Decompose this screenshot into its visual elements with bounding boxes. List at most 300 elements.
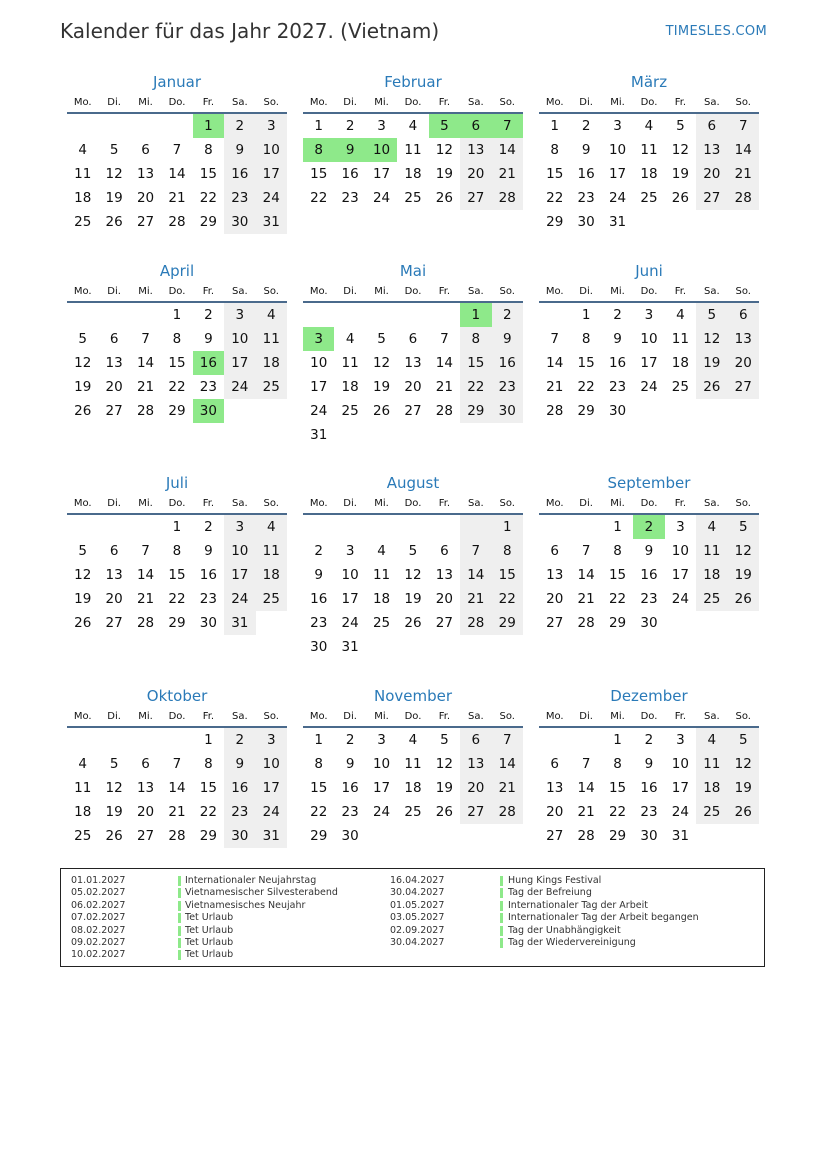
page-title: Kalender für das Jahr 2027. (Vietnam) bbox=[60, 19, 440, 43]
day-cell: 24 bbox=[372, 804, 391, 820]
day-cell: 6 bbox=[440, 543, 449, 559]
weekday-label: Sa. bbox=[703, 498, 720, 509]
legend-name: Tet Urlaub bbox=[185, 949, 234, 961]
legend-date: 02.09.2027 bbox=[390, 924, 445, 936]
brand-link[interactable]: TIMESLES.COM bbox=[665, 24, 767, 39]
day-grid bbox=[67, 303, 287, 423]
day-cell: 11 bbox=[372, 567, 391, 583]
empty-cell bbox=[334, 303, 365, 327]
day-cell: 16 bbox=[199, 567, 217, 583]
day-cell: 18 bbox=[404, 166, 422, 182]
day-cell: 9 bbox=[224, 752, 255, 776]
day-cell: 23 bbox=[640, 591, 658, 607]
day-cell: 7 bbox=[172, 142, 182, 158]
day-cell: 30 bbox=[224, 824, 255, 848]
day-cell: 1 bbox=[172, 307, 182, 323]
day-cell: 16 bbox=[608, 355, 627, 371]
empty-cell bbox=[539, 303, 570, 327]
day-cell: 9 bbox=[492, 327, 523, 351]
weekday-label: Do. bbox=[640, 286, 658, 297]
day-cell: 8 bbox=[613, 543, 622, 559]
day-cell: 31 bbox=[224, 611, 255, 635]
day-cell: 1 bbox=[204, 732, 213, 748]
day-cell: 13 bbox=[435, 567, 453, 583]
month-1 bbox=[67, 73, 287, 234]
day-cell: 10 bbox=[671, 756, 689, 772]
legend-name: Tag der Befreiung bbox=[508, 887, 592, 899]
day-cell: 27 bbox=[404, 403, 422, 419]
empty-cell bbox=[397, 515, 428, 539]
empty-cell bbox=[130, 114, 161, 138]
day-cell: 3 bbox=[613, 118, 622, 134]
weekday-header bbox=[303, 96, 523, 114]
empty-cell bbox=[67, 728, 98, 752]
weekday-label: Di. bbox=[579, 498, 593, 509]
day-cell: 14 bbox=[577, 780, 595, 796]
day-cell: 12 bbox=[671, 142, 689, 158]
day-cell: 18 bbox=[341, 379, 359, 395]
day-cell: 11 bbox=[404, 756, 422, 772]
empty-cell bbox=[98, 303, 129, 327]
day-cell: 16 bbox=[224, 162, 255, 186]
legend-date: 30.04.2027 bbox=[390, 887, 445, 899]
weekday-label: Fr. bbox=[674, 711, 687, 722]
holiday-day: 16 bbox=[193, 351, 224, 375]
weekday-label: Sa. bbox=[703, 711, 720, 722]
day-cell: 27 bbox=[435, 615, 453, 631]
day-cell: 1 bbox=[613, 732, 622, 748]
day-cell: 11 bbox=[256, 327, 287, 351]
weekday-label: Mi. bbox=[610, 711, 625, 722]
weekday-header bbox=[67, 96, 287, 114]
empty-cell bbox=[303, 515, 334, 539]
day-cell: 25 bbox=[256, 375, 287, 399]
day-cell: 12 bbox=[372, 355, 391, 371]
day-cell: 7 bbox=[581, 756, 591, 772]
day-cell: 11 bbox=[74, 780, 92, 796]
weekday-label: Fr. bbox=[202, 498, 215, 509]
weekday-label: Mi. bbox=[138, 97, 153, 108]
day-cell: 2 bbox=[204, 519, 213, 535]
month-12 bbox=[539, 687, 759, 848]
weekday-label: Do. bbox=[168, 711, 186, 722]
day-cell: 23 bbox=[199, 379, 217, 395]
legend-color-bar bbox=[500, 926, 503, 936]
weekday-label: Sa. bbox=[703, 97, 720, 108]
day-cell: 23 bbox=[640, 804, 658, 820]
weekday-label: Mo. bbox=[73, 498, 92, 509]
day-grid bbox=[67, 515, 287, 635]
weekday-header bbox=[67, 497, 287, 515]
day-cell: 3 bbox=[256, 728, 287, 752]
weekday-label: Sa. bbox=[467, 711, 484, 722]
legend-date: 03.05.2027 bbox=[390, 912, 445, 924]
weekday-header bbox=[67, 285, 287, 303]
day-cell: 27 bbox=[728, 375, 759, 399]
day-cell: 6 bbox=[408, 331, 418, 347]
day-cell: 6 bbox=[696, 114, 727, 138]
day-cell: 18 bbox=[74, 804, 92, 820]
day-cell: 18 bbox=[372, 591, 391, 607]
day-cell: 28 bbox=[168, 214, 186, 230]
weekday-label: Di. bbox=[107, 711, 121, 722]
day-cell: 20 bbox=[404, 379, 422, 395]
day-cell: 30 bbox=[608, 403, 627, 419]
month-11 bbox=[303, 687, 523, 848]
legend-date: 10.02.2027 bbox=[71, 949, 126, 961]
day-cell: 10 bbox=[608, 142, 627, 158]
weekday-label: Mi. bbox=[138, 498, 153, 509]
month-5 bbox=[303, 262, 523, 447]
weekday-label: So. bbox=[263, 498, 279, 509]
weekday-label: Fr. bbox=[674, 498, 687, 509]
day-cell: 20 bbox=[728, 351, 759, 375]
day-cell: 11 bbox=[256, 539, 287, 563]
day-cell: 4 bbox=[644, 118, 654, 134]
weekday-header bbox=[303, 710, 523, 728]
day-cell: 25 bbox=[404, 804, 422, 820]
day-grid bbox=[303, 728, 523, 848]
day-cell: 21 bbox=[577, 804, 595, 820]
day-cell: 16 bbox=[310, 591, 328, 607]
day-cell: 7 bbox=[141, 543, 150, 559]
day-cell: 4 bbox=[696, 728, 727, 752]
day-cell: 24 bbox=[341, 615, 359, 631]
day-cell: 19 bbox=[696, 351, 727, 375]
month-name: Januar bbox=[153, 73, 201, 91]
day-cell: 20 bbox=[696, 162, 727, 186]
empty-cell bbox=[570, 728, 601, 752]
day-cell: 23 bbox=[224, 186, 255, 210]
weekday-label: Mo. bbox=[73, 97, 92, 108]
day-cell: 22 bbox=[199, 190, 217, 206]
day-cell: 20 bbox=[460, 776, 491, 800]
day-cell: 22 bbox=[199, 804, 217, 820]
day-cell: 25 bbox=[74, 828, 92, 844]
day-cell: 2 bbox=[345, 118, 355, 134]
day-cell: 8 bbox=[613, 756, 622, 772]
weekday-label: Mi. bbox=[138, 711, 153, 722]
empty-cell bbox=[397, 303, 428, 327]
weekday-label: Mi. bbox=[610, 286, 625, 297]
day-cell: 3 bbox=[644, 307, 654, 323]
empty-cell bbox=[539, 515, 570, 539]
day-cell: 19 bbox=[728, 776, 759, 800]
empty-cell bbox=[67, 515, 98, 539]
day-cell: 5 bbox=[78, 543, 87, 559]
weekday-label: So. bbox=[499, 286, 515, 297]
day-cell: 17 bbox=[341, 591, 359, 607]
month-name: November bbox=[373, 687, 453, 705]
weekday-label: Do. bbox=[404, 498, 422, 509]
legend-date: 05.02.2027 bbox=[71, 887, 126, 899]
day-cell: 5 bbox=[440, 732, 449, 748]
day-cell: 29 bbox=[492, 611, 523, 635]
legend-date: 09.02.2027 bbox=[71, 936, 126, 948]
day-cell: 14 bbox=[435, 355, 453, 371]
day-cell: 15 bbox=[577, 355, 595, 371]
day-cell: 6 bbox=[141, 756, 150, 772]
day-cell: 30 bbox=[640, 828, 658, 844]
day-cell: 10 bbox=[671, 543, 689, 559]
day-cell: 3 bbox=[377, 118, 386, 134]
day-cell: 27 bbox=[696, 186, 727, 210]
day-cell: 25 bbox=[696, 587, 727, 611]
day-cell: 26 bbox=[372, 403, 391, 419]
weekday-label: Mo. bbox=[73, 711, 92, 722]
day-cell: 5 bbox=[728, 515, 759, 539]
day-cell: 22 bbox=[168, 591, 186, 607]
month-name: März bbox=[630, 73, 668, 91]
day-cell: 15 bbox=[492, 563, 523, 587]
empty-cell bbox=[334, 515, 365, 539]
legend-color-bar bbox=[178, 938, 181, 948]
legend-color-bar bbox=[178, 950, 181, 960]
day-cell: 17 bbox=[671, 780, 689, 796]
holiday-day: 10 bbox=[366, 138, 397, 162]
day-cell: 18 bbox=[640, 166, 658, 182]
weekday-label: Di. bbox=[579, 711, 593, 722]
day-cell: 15 bbox=[168, 567, 186, 583]
holiday-day: 7 bbox=[492, 114, 523, 138]
empty-cell bbox=[98, 728, 129, 752]
day-cell: 23 bbox=[577, 190, 595, 206]
day-cell: 14 bbox=[168, 166, 186, 182]
day-cell: 19 bbox=[435, 780, 453, 796]
legend-color-bar bbox=[178, 876, 181, 886]
day-cell: 8 bbox=[204, 756, 213, 772]
day-cell: 8 bbox=[581, 331, 591, 347]
day-cell: 20 bbox=[546, 591, 564, 607]
weekday-label: So. bbox=[263, 97, 279, 108]
month-name: September bbox=[607, 474, 691, 492]
day-cell: 29 bbox=[546, 214, 564, 230]
day-cell: 7 bbox=[492, 728, 523, 752]
weekday-label: Fr. bbox=[438, 97, 451, 108]
day-cell: 26 bbox=[105, 828, 123, 844]
day-cell: 6 bbox=[728, 303, 759, 327]
day-cell: 10 bbox=[341, 567, 359, 583]
day-cell: 21 bbox=[168, 804, 186, 820]
weekday-label: Fr. bbox=[674, 286, 687, 297]
day-cell: 14 bbox=[460, 563, 491, 587]
legend-date: 30.04.2027 bbox=[390, 936, 445, 948]
day-cell: 13 bbox=[136, 166, 155, 182]
day-cell: 21 bbox=[492, 776, 523, 800]
day-cell: 1 bbox=[492, 515, 523, 539]
day-cell: 5 bbox=[696, 303, 727, 327]
weekday-label: Di. bbox=[107, 498, 121, 509]
legend-date: 01.01.2027 bbox=[71, 875, 126, 886]
day-cell: 2 bbox=[204, 307, 213, 323]
day-cell: 24 bbox=[256, 186, 287, 210]
weekday-label: Mi. bbox=[374, 711, 389, 722]
weekday-header bbox=[539, 710, 759, 728]
day-cell: 12 bbox=[435, 142, 453, 158]
day-cell: 22 bbox=[310, 190, 328, 206]
day-cell: 20 bbox=[105, 379, 123, 395]
day-cell: 24 bbox=[256, 800, 287, 824]
day-cell: 15 bbox=[460, 351, 491, 375]
day-cell: 3 bbox=[676, 519, 685, 535]
month-name: Juli bbox=[165, 474, 189, 492]
day-cell: 26 bbox=[696, 375, 727, 399]
day-cell: 4 bbox=[408, 732, 418, 748]
day-cell: 6 bbox=[109, 543, 119, 559]
day-cell: 6 bbox=[550, 756, 559, 772]
legend-color-bar bbox=[178, 901, 181, 911]
empty-cell bbox=[130, 303, 161, 327]
day-cell: 17 bbox=[310, 379, 328, 395]
weekday-label: Di. bbox=[343, 97, 357, 108]
day-cell: 5 bbox=[377, 331, 386, 347]
weekday-label: Fr. bbox=[438, 286, 451, 297]
empty-cell bbox=[67, 114, 98, 138]
weekday-label: Fr. bbox=[674, 97, 687, 108]
weekday-label: Di. bbox=[343, 498, 357, 509]
day-cell: 31 bbox=[310, 427, 328, 443]
day-cell: 15 bbox=[608, 567, 627, 583]
day-cell: 27 bbox=[136, 828, 155, 844]
day-cell: 15 bbox=[310, 780, 328, 796]
day-cell: 24 bbox=[372, 190, 391, 206]
legend-color-bar bbox=[500, 938, 503, 948]
day-cell: 14 bbox=[136, 355, 155, 371]
weekday-label: Mo. bbox=[545, 498, 564, 509]
legend-color-bar bbox=[500, 901, 503, 911]
day-cell: 12 bbox=[105, 166, 123, 182]
weekday-header bbox=[539, 285, 759, 303]
day-cell: 11 bbox=[671, 331, 689, 347]
day-cell: 25 bbox=[74, 214, 92, 230]
weekday-label: Sa. bbox=[231, 97, 248, 108]
day-cell: 26 bbox=[435, 804, 453, 820]
day-cell: 31 bbox=[256, 210, 287, 234]
day-cell: 9 bbox=[204, 543, 213, 559]
day-cell: 22 bbox=[460, 375, 491, 399]
day-cell: 3 bbox=[256, 114, 287, 138]
legend-date: 06.02.2027 bbox=[71, 899, 126, 911]
day-cell: 24 bbox=[640, 379, 658, 395]
weekday-label: Di. bbox=[107, 286, 121, 297]
empty-cell bbox=[460, 515, 491, 539]
day-cell: 29 bbox=[608, 828, 627, 844]
day-cell: 12 bbox=[74, 567, 92, 583]
month-name: Mai bbox=[399, 262, 427, 280]
day-cell: 20 bbox=[136, 190, 155, 206]
weekday-label: Mo. bbox=[309, 498, 328, 509]
day-cell: 1 bbox=[172, 519, 182, 535]
day-cell: 27 bbox=[460, 186, 491, 210]
month-name: Dezember bbox=[610, 687, 688, 705]
empty-cell bbox=[67, 303, 98, 327]
day-cell: 23 bbox=[492, 375, 523, 399]
weekday-label: Do. bbox=[168, 498, 186, 509]
day-cell: 14 bbox=[492, 138, 523, 162]
day-cell: 26 bbox=[105, 214, 123, 230]
day-cell: 2 bbox=[224, 114, 255, 138]
day-cell: 18 bbox=[696, 776, 727, 800]
weekday-label: Fr. bbox=[202, 711, 215, 722]
day-cell: 5 bbox=[109, 142, 119, 158]
weekday-label: Do. bbox=[404, 97, 422, 108]
weekday-label: Sa. bbox=[467, 97, 484, 108]
day-cell: 25 bbox=[341, 403, 359, 419]
day-cell: 22 bbox=[310, 804, 328, 820]
month-name: Februar bbox=[384, 73, 442, 91]
day-cell: 25 bbox=[640, 190, 658, 206]
day-cell: 30 bbox=[224, 210, 255, 234]
day-cell: 8 bbox=[550, 142, 559, 158]
day-cell: 31 bbox=[608, 214, 627, 230]
day-cell: 19 bbox=[74, 591, 92, 607]
day-cell: 26 bbox=[728, 587, 759, 611]
day-cell: 18 bbox=[256, 351, 287, 375]
day-cell: 8 bbox=[314, 756, 323, 772]
holiday-day: 9 bbox=[334, 138, 365, 162]
day-cell: 12 bbox=[728, 539, 759, 563]
day-cell: 7 bbox=[581, 543, 591, 559]
day-cell: 30 bbox=[640, 615, 658, 631]
day-cell: 15 bbox=[310, 166, 328, 182]
empty-cell bbox=[303, 303, 334, 327]
day-cell: 2 bbox=[644, 732, 654, 748]
weekday-label: Di. bbox=[343, 711, 357, 722]
day-cell: 1 bbox=[550, 118, 559, 134]
day-cell: 17 bbox=[224, 563, 255, 587]
empty-cell bbox=[570, 515, 601, 539]
day-cell: 10 bbox=[640, 331, 658, 347]
day-cell: 14 bbox=[546, 355, 564, 371]
day-cell: 11 bbox=[404, 142, 422, 158]
day-cell: 14 bbox=[168, 780, 186, 796]
weekday-header bbox=[539, 497, 759, 515]
holiday-day: 2 bbox=[633, 515, 664, 539]
day-cell: 11 bbox=[341, 355, 359, 371]
weekday-label: So. bbox=[735, 97, 751, 108]
day-cell: 17 bbox=[224, 351, 255, 375]
weekday-label: So. bbox=[735, 498, 751, 509]
day-grid bbox=[539, 515, 759, 635]
weekday-label: Sa. bbox=[467, 286, 484, 297]
day-cell: 15 bbox=[546, 166, 564, 182]
day-cell: 19 bbox=[728, 563, 759, 587]
day-cell: 29 bbox=[577, 403, 595, 419]
day-cell: 9 bbox=[581, 142, 591, 158]
holiday-day: 6 bbox=[460, 114, 491, 138]
day-cell: 10 bbox=[310, 355, 328, 371]
weekday-label: So. bbox=[263, 711, 279, 722]
day-cell: 14 bbox=[728, 138, 759, 162]
day-cell: 23 bbox=[224, 800, 255, 824]
day-cell: 13 bbox=[546, 567, 564, 583]
day-cell: 28 bbox=[168, 828, 186, 844]
day-cell: 19 bbox=[372, 379, 391, 395]
day-cell: 30 bbox=[577, 214, 595, 230]
day-cell: 21 bbox=[168, 190, 186, 206]
legend-name: Hung Kings Festival bbox=[508, 875, 602, 886]
holiday-legend bbox=[60, 868, 765, 967]
day-grid bbox=[539, 303, 759, 423]
day-cell: 18 bbox=[696, 563, 727, 587]
day-cell: 29 bbox=[199, 828, 217, 844]
day-cell: 15 bbox=[608, 780, 627, 796]
day-cell: 19 bbox=[435, 166, 453, 182]
day-cell: 24 bbox=[608, 190, 627, 206]
weekday-label: Mi. bbox=[138, 286, 153, 297]
day-cell: 22 bbox=[577, 379, 595, 395]
day-cell: 28 bbox=[577, 828, 595, 844]
